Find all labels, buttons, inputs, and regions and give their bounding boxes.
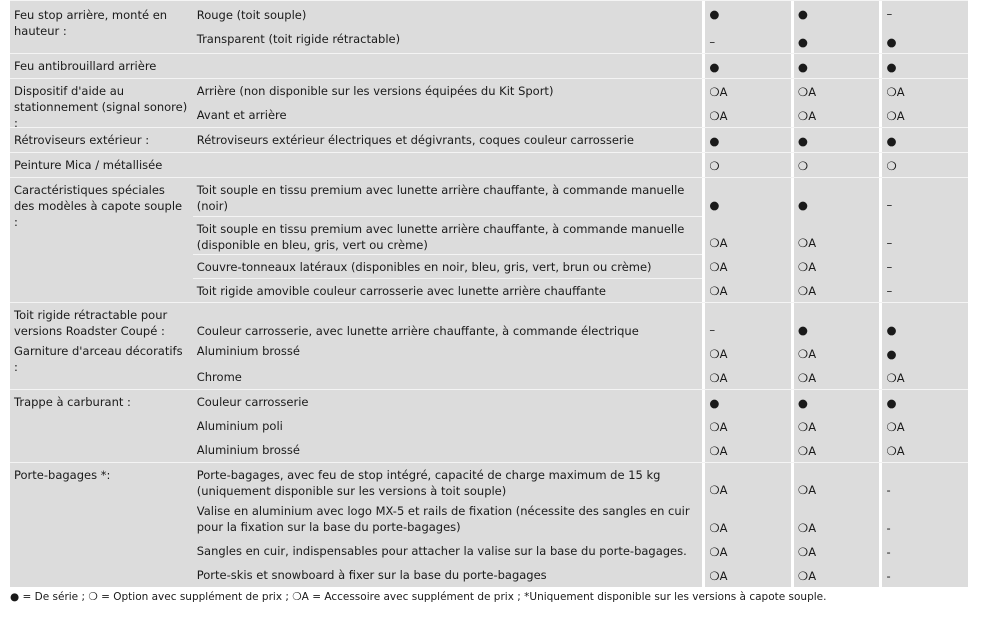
value-col-3: ❍A <box>886 444 905 458</box>
value-col-3: – <box>886 7 893 21</box>
value-col-2: ❍A <box>797 284 817 298</box>
row-description: Arrière (non disponible sur les versions équipées du Kit Sport) <box>196 84 554 98</box>
row-description: Porte-bagages, avec feu de stop intégré, capacité de charge maximum de 15 kg (uniquement disponible sur les versions à toit souple) <box>196 468 661 498</box>
value-col-2: ❍A <box>797 371 817 385</box>
row-description: Couleur carrosserie <box>196 395 309 409</box>
table-row <box>10 539 968 563</box>
value-col-3: ● <box>886 134 897 148</box>
value-col-1: ❍ <box>709 159 720 173</box>
value-col-2: ❍A <box>797 236 817 250</box>
table-row <box>10 216 968 254</box>
value-col-1: ❍A <box>709 109 728 123</box>
table-row <box>10 127 968 152</box>
value-col-1: ❍A <box>709 347 728 361</box>
table-row <box>10 152 968 177</box>
row-description: Couleur carrosserie, avec lunette arrière chauffante, à commande électrique <box>196 324 639 338</box>
value-col-3: – <box>886 260 893 274</box>
row-description: Aluminium brossé <box>196 443 300 457</box>
row-label <box>10 365 193 389</box>
value-col-1: ❍A <box>709 371 728 385</box>
value-col-1: ● <box>709 134 720 148</box>
row-description: Valise en aluminium avec logo MX-5 et rails de fixation (nécessite des sangles en cuir pour la fixation sur la base du porte-bagages) <box>196 504 690 534</box>
value-col-2: ❍A <box>797 545 817 559</box>
table-row <box>10 365 968 389</box>
row-description: Rouge (toit souple) <box>196 8 307 22</box>
value-col-2: ● <box>797 134 808 148</box>
value-col-1: ❍A <box>709 236 728 250</box>
row-label: Garniture d'arceau décoratifs : <box>14 344 183 374</box>
value-col-1: ● <box>709 60 720 74</box>
value-col-3: – <box>886 284 893 298</box>
row-label <box>10 438 193 462</box>
value-col-2: ❍A <box>797 347 817 361</box>
row-label <box>10 216 193 254</box>
row-label: Feu antibrouillard arrière <box>14 59 157 73</box>
table-row <box>10 278 968 302</box>
table-row <box>10 177 968 229</box>
value-col-2: ❍A <box>797 444 817 458</box>
value-col-2: ● <box>797 60 808 74</box>
value-col-3: ❍A <box>886 85 905 99</box>
value-col-1: ● <box>709 198 720 212</box>
value-col-1: ❍A <box>709 483 728 497</box>
value-col-1: ❍A <box>709 521 728 535</box>
row-description <box>193 153 703 177</box>
value-col-3: - <box>886 483 891 497</box>
row-description: Toit souple en tissu premium avec lunette arrière chauffante, à commande manuelle (noir) <box>196 183 685 213</box>
value-col-1: ❍A <box>709 569 728 583</box>
row-label <box>10 414 193 438</box>
row-description: Avant et arrière <box>196 108 287 122</box>
row-label: Toit rigide rétractable pour versions Roadster Coupé : <box>14 308 168 338</box>
value-col-3: ● <box>886 396 897 410</box>
value-col-3: ❍A <box>886 420 905 434</box>
row-description: Couvre-tonneaux latéraux (disponibles en noir, bleu, gris, vert, brun ou crème) <box>193 254 703 278</box>
value-col-2: ❍A <box>797 420 817 434</box>
value-col-3: ❍A <box>886 371 905 385</box>
row-description: Sangles en cuir, indispensables pour attacher la valise sur la base du porte-bagages. <box>196 544 687 558</box>
row-description: Aluminium poli <box>196 419 283 433</box>
row-label <box>10 563 193 587</box>
value-col-2: ❍A <box>797 109 817 123</box>
row-label: Rétroviseurs extérieur : <box>14 133 150 147</box>
row-label: Trappe à carburant : <box>14 395 131 409</box>
value-col-3: - <box>886 569 891 583</box>
row-label <box>10 254 193 278</box>
row-description: Toit souple en tissu premium avec lunette arrière chauffante, à commande manuelle (disponible en bleu, gris, vert ou crème) <box>193 216 703 254</box>
value-col-3: ● <box>886 35 897 49</box>
value-col-1: ❍A <box>709 420 728 434</box>
value-col-2: ● <box>797 7 808 21</box>
value-col-2: ● <box>797 198 808 212</box>
value-col-2: ❍ <box>797 159 809 173</box>
value-col-1: ❍A <box>709 260 728 274</box>
row-label <box>10 25 193 53</box>
row-label: Dispositif d'aide au stationnement (signal sonore) : <box>14 84 188 130</box>
value-col-2: ❍A <box>797 569 817 583</box>
value-col-1: ❍A <box>709 85 728 99</box>
row-label <box>10 278 193 302</box>
value-col-2: ● <box>797 396 808 410</box>
value-col-1: ❍A <box>709 545 728 559</box>
value-col-2: ❍A <box>797 85 817 99</box>
value-col-3: ● <box>886 60 897 74</box>
value-col-2: ❍A <box>797 260 817 274</box>
value-col-1: – <box>709 35 716 49</box>
table-row <box>10 341 968 374</box>
value-col-3: ● <box>886 323 897 337</box>
value-col-3: - <box>886 521 891 535</box>
row-label <box>10 539 193 563</box>
value-col-3: ❍ <box>886 159 897 173</box>
value-col-2: ● <box>797 323 808 337</box>
row-label: Caractéristiques spéciales des modèles à capote souple : <box>14 183 183 229</box>
value-col-3: – <box>886 198 893 212</box>
row-description: Rétroviseurs extérieur électriques et dégivrants, coques couleur carrosserie <box>196 133 634 147</box>
row-description: Chrome <box>196 370 242 384</box>
table-row <box>10 302 968 341</box>
value-col-2: ❍A <box>797 483 817 497</box>
table-row <box>10 53 968 78</box>
row-label: Feu stop arrière, monté en hauteur : <box>14 8 168 38</box>
row-label: Porte-bagages *: <box>14 468 111 482</box>
value-col-3: - <box>886 545 891 559</box>
value-col-1: ● <box>709 396 720 410</box>
value-col-1: ❍A <box>709 444 728 458</box>
row-description: Porte-skis et snowboard à fixer sur la base du porte-bagages <box>196 568 547 582</box>
row-description <box>193 54 703 78</box>
equipment-table <box>10 0 968 587</box>
value-col-3: ❍A <box>886 109 905 123</box>
table-row <box>10 563 968 587</box>
value-col-2: ● <box>797 35 808 49</box>
row-description: Transparent (toit rigide rétractable) <box>196 32 401 46</box>
table-row <box>10 438 968 462</box>
row-description: Toit rigide amovible couleur carrosserie avec lunette arrière chauffante <box>193 278 703 302</box>
table-row <box>10 389 968 414</box>
value-col-1: ❍A <box>709 284 728 298</box>
row-label <box>10 501 193 539</box>
value-col-1: ● <box>709 7 720 21</box>
table-row <box>10 501 968 539</box>
table-row <box>10 0 968 38</box>
value-col-1: – <box>709 323 716 337</box>
table-row <box>10 25 968 53</box>
row-description: Aluminium brossé <box>196 344 300 358</box>
value-col-3: ● <box>886 347 897 361</box>
table-row <box>10 414 968 438</box>
value-col-3: – <box>886 236 893 250</box>
value-col-2: ❍A <box>797 521 817 535</box>
row-label: Peinture Mica / métallisée <box>14 158 163 172</box>
legend-footnote: ● = De série ; ❍ = Option avec supplément de prix ; ❍A = Accessoire avec supplément de prix ; *Uniquement disponible sur les versions à capote souple. <box>10 591 827 603</box>
table-row <box>10 462 968 501</box>
table-row <box>10 254 968 278</box>
